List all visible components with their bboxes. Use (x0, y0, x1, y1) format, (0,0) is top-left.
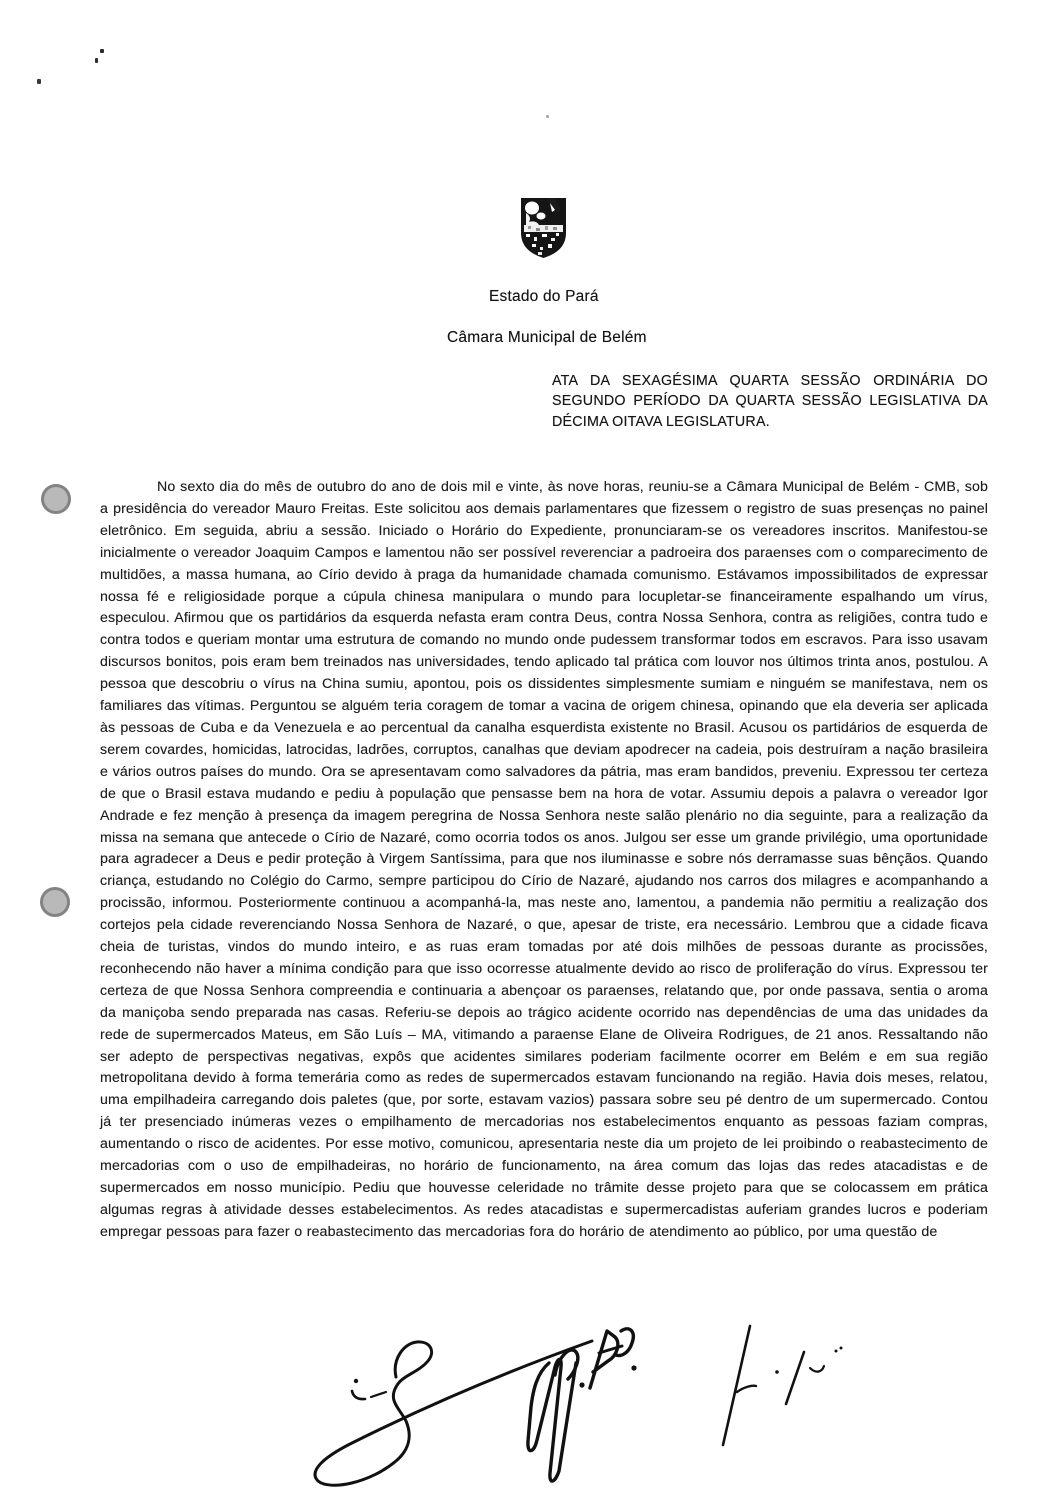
coat-of-arms-icon (520, 197, 567, 259)
signatures-overlay (300, 1315, 860, 1497)
header-state: Estado do Pará (489, 288, 599, 305)
scan-speck (546, 115, 549, 118)
scan-speck (100, 49, 104, 53)
signature-initials (528, 1329, 637, 1481)
signature-slash-marks (723, 1326, 843, 1445)
document-title: ATA DA SEXAGÉSIMA QUARTA SESSÃO ORDINÁRIA DO SEGUNDO PERÍODO DA QUARTA SESSÃO LEGISLATIVA DA DÉCIMA OITAVA LEGISLATURA. (552, 373, 988, 430)
scan-speck (95, 58, 98, 63)
body-paragraph: No sexto dia do mês de outubro do ano de dois mil e vinte, às nove horas, reuniu-se a Câmara Municipal de Belém - CMB, sob a presidência do vereador Mauro Freitas. Este solicitou aos demais parlamentares que fizessem o registro de suas presenças no painel eletrônico. Em seguida, abriu a sessão. Iniciado o Horário do Expediente, pronunciaram-se os vereadores inscritos. Manifestou-se inicialmente o vereador Joaquim Campos e lamentou não ser possível reverenciar a padroeira dos paraenses com o comparecimento de multidões, a massa humana, ao Círio devido à praga da humanidade chamada comunismo. Estávamos impossibilitados de expressar nossa fé e religiosidade porque a cúpula chinesa manipulara o mundo para locupletar-se financeiramente espalhando um vírus, especulou. Afirmou que os partidários da esquerda nefasta eram contra Deus, contra Nossa Senhora, contra as religiões, contra tudo e contra todos e queriam montar uma estrutura de comando no mundo onde pudessem transformar todos em escravos. Para isso usavam discursos bonitos, pois eram bem treinados nas universidades, tendo aplicado tal prática com louvor nos últimos trinta anos, postulou. A pessoa que descobriu o vírus na China sumiu, apontou, pois os dissidentes simplesmente sumiam e ninguém se manifestava, nem os familiares das vítimas. Perguntou se alguém teria coragem de tomar a vacina de origem chinesa, opinando que ela deveria ser aplicada às pessoas de Cuba e da Venezuela e ao percentual da canalha esquerdista existente no Brasil. Acusou os partidários de esquerda de serem covardes, homicidas, latrocidas, ladrões, corruptos, canalhas que deviam apodrecer na cadeia, pois destruíram a nação brasileira e vários outros países do mundo. Ora se apresentavam como salvadores da pátria, mas eram bandidos, preveniu. Expressou ter certeza de que o Brasil estava mudando e pediu à população que pensasse bem na hora de votar. Assumiu depois a palavra o vereador Igor Andrade e fez menção à presença da imagem peregrina de Nossa Senhora neste salão plenário no dia seguinte, para a realização da missa na semana que antecede o Círio de Nazaré, como ocorria todos os anos. Julgou ser esse um grande privilégio, uma oportunidade para agradecer a Deus e pedir proteção à Virgem Santíssima, para que nos iluminasse e sobre nós derramasse suas bênçãos. Quando criança, estudando no Colégio do Carmo, sempre participou do Círio de Nazaré, ajudando nos carros dos milagres e acompanhando a procissão, informou. Posteriormente continuou a acompanhá-la, mas neste ano, lamentou, a pandemia não permitiu a realização dos cortejos pela cidade reverenciando Nossa Senhora de Nazaré, o que, apesar de triste, era necessário. Lembrou que a cidade ficava cheia de turistas, vindos do mundo inteiro, e as ruas eram tomadas por até dois milhões de pessoas durante as procissões, reconhecendo não haver a mínima condição para que isso ocorresse atualmente devido ao risco de proliferação do vírus. Expressou ter certeza de que Nossa Senhora compreendia e continuaria a abençoar os paraenses, relatando que, por onde passava, sentia o aroma da maniçoba sendo preparada nas casas. Referiu-se depois ao trágico acidente ocorrido nas dependências de uma das unidades da rede de supermercados Mateus, em São Luís – MA, vitimando a paraense Elane de Oliveira Rodrigues, de 21 anos. Ressaltando não ser adepto de perspectivas negativas, expôs que acidentes similares poderiam facilmente ocorrer em Belém e em sua região metropolitana devido à forma temerária como as redes de supermercados estavam funcionando na região. Havia dois meses, relatou, uma empilhadeira carregando dois paletes (que, por sorte, estavam vazios) passara sobre seu pé dentro de um supermercado. Contou já ter presenciado inúmeras vezes o empilhamento de mercadorias nos estabelecimentos enquanto as pessoas faziam compras, aumentando o risco de acidentes. Por esse motivo, comunicou, apresentaria neste dia um projeto de lei proibindo o reabastecimento de mercadorias com o uso de empilhadeiras, no horário de funcionamento, na área comum das lojas das redes atacadistas e de supermercados em nosso município. Pediu que houvesse celeridade no trâmite desse projeto para que se colocassem em prática algumas regras à atividade desses estabelecimentos. As redes atacadistas e supermercadistas auferiam grandes lucros e poderiam empregar pessoas para fazer o reabastecimento das mercadorias fora do horário de atendimento ao público, por uma questão de (100, 479, 988, 1240)
punch-hole-top (41, 484, 71, 514)
scan-speck (37, 79, 41, 84)
header-institution: Câmara Municipal de Belém (447, 329, 647, 346)
punch-hole-bottom (40, 887, 70, 917)
